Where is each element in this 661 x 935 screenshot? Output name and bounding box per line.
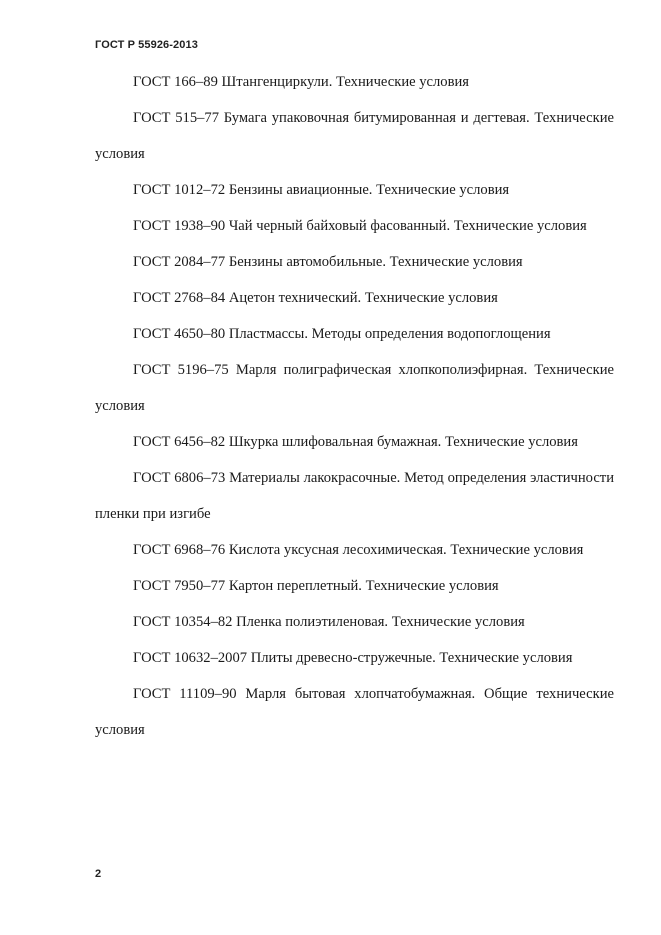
reference-item: ГОСТ 11109–90 Марля бытовая хлопчатобумажная. Общие технические условия xyxy=(95,686,614,738)
reference-item: ГОСТ 5196–75 Марля полиграфическая хлопкополиэфирная. Технические условия xyxy=(95,362,614,414)
reference-item: ГОСТ 6456–82 Шкурка шлифовальная бумажная. Технические условия xyxy=(133,434,578,450)
reference-item: ГОСТ 10354–82 Пленка полиэтиленовая. Технические условия xyxy=(133,614,525,630)
reference-item: ГОСТ 10632–2007 Плиты древесно-стружечные. Технические условия xyxy=(133,650,573,666)
reference-item: ГОСТ 2084–77 Бензины автомобильные. Технические условия xyxy=(133,254,523,270)
reference-item: ГОСТ 7950–77 Картон переплетный. Технические условия xyxy=(133,578,499,594)
reference-item: ГОСТ 6806–73 Материалы лакокрасочные. Метод определения эластичности пленки при изгибе xyxy=(95,470,614,522)
normative-references-list xyxy=(95,64,614,748)
reference-item: ГОСТ 166–89 Штангенциркули. Технические условия xyxy=(133,74,470,90)
reference-item: ГОСТ 4650–80 Пластмассы. Методы определения водопоглощения xyxy=(133,326,551,342)
reference-item: ГОСТ 515–77 Бумага упаковочная битумированная и дегтевая. Технические условия xyxy=(95,110,614,162)
reference-item: ГОСТ 6968–76 Кислота уксусная лесохимическая. Технические условия xyxy=(133,542,584,558)
reference-item: ГОСТ 1938–90 Чай черный байховый фасованный. Технические условия xyxy=(133,218,587,234)
document-header: ГОСТ Р 55926-2013 xyxy=(95,39,198,51)
page-number: 2 xyxy=(95,868,102,880)
reference-item: ГОСТ 1012–72 Бензины авиационные. Технические условия xyxy=(133,182,510,198)
reference-item: ГОСТ 2768–84 Ацетон технический. Технические условия xyxy=(133,290,498,306)
